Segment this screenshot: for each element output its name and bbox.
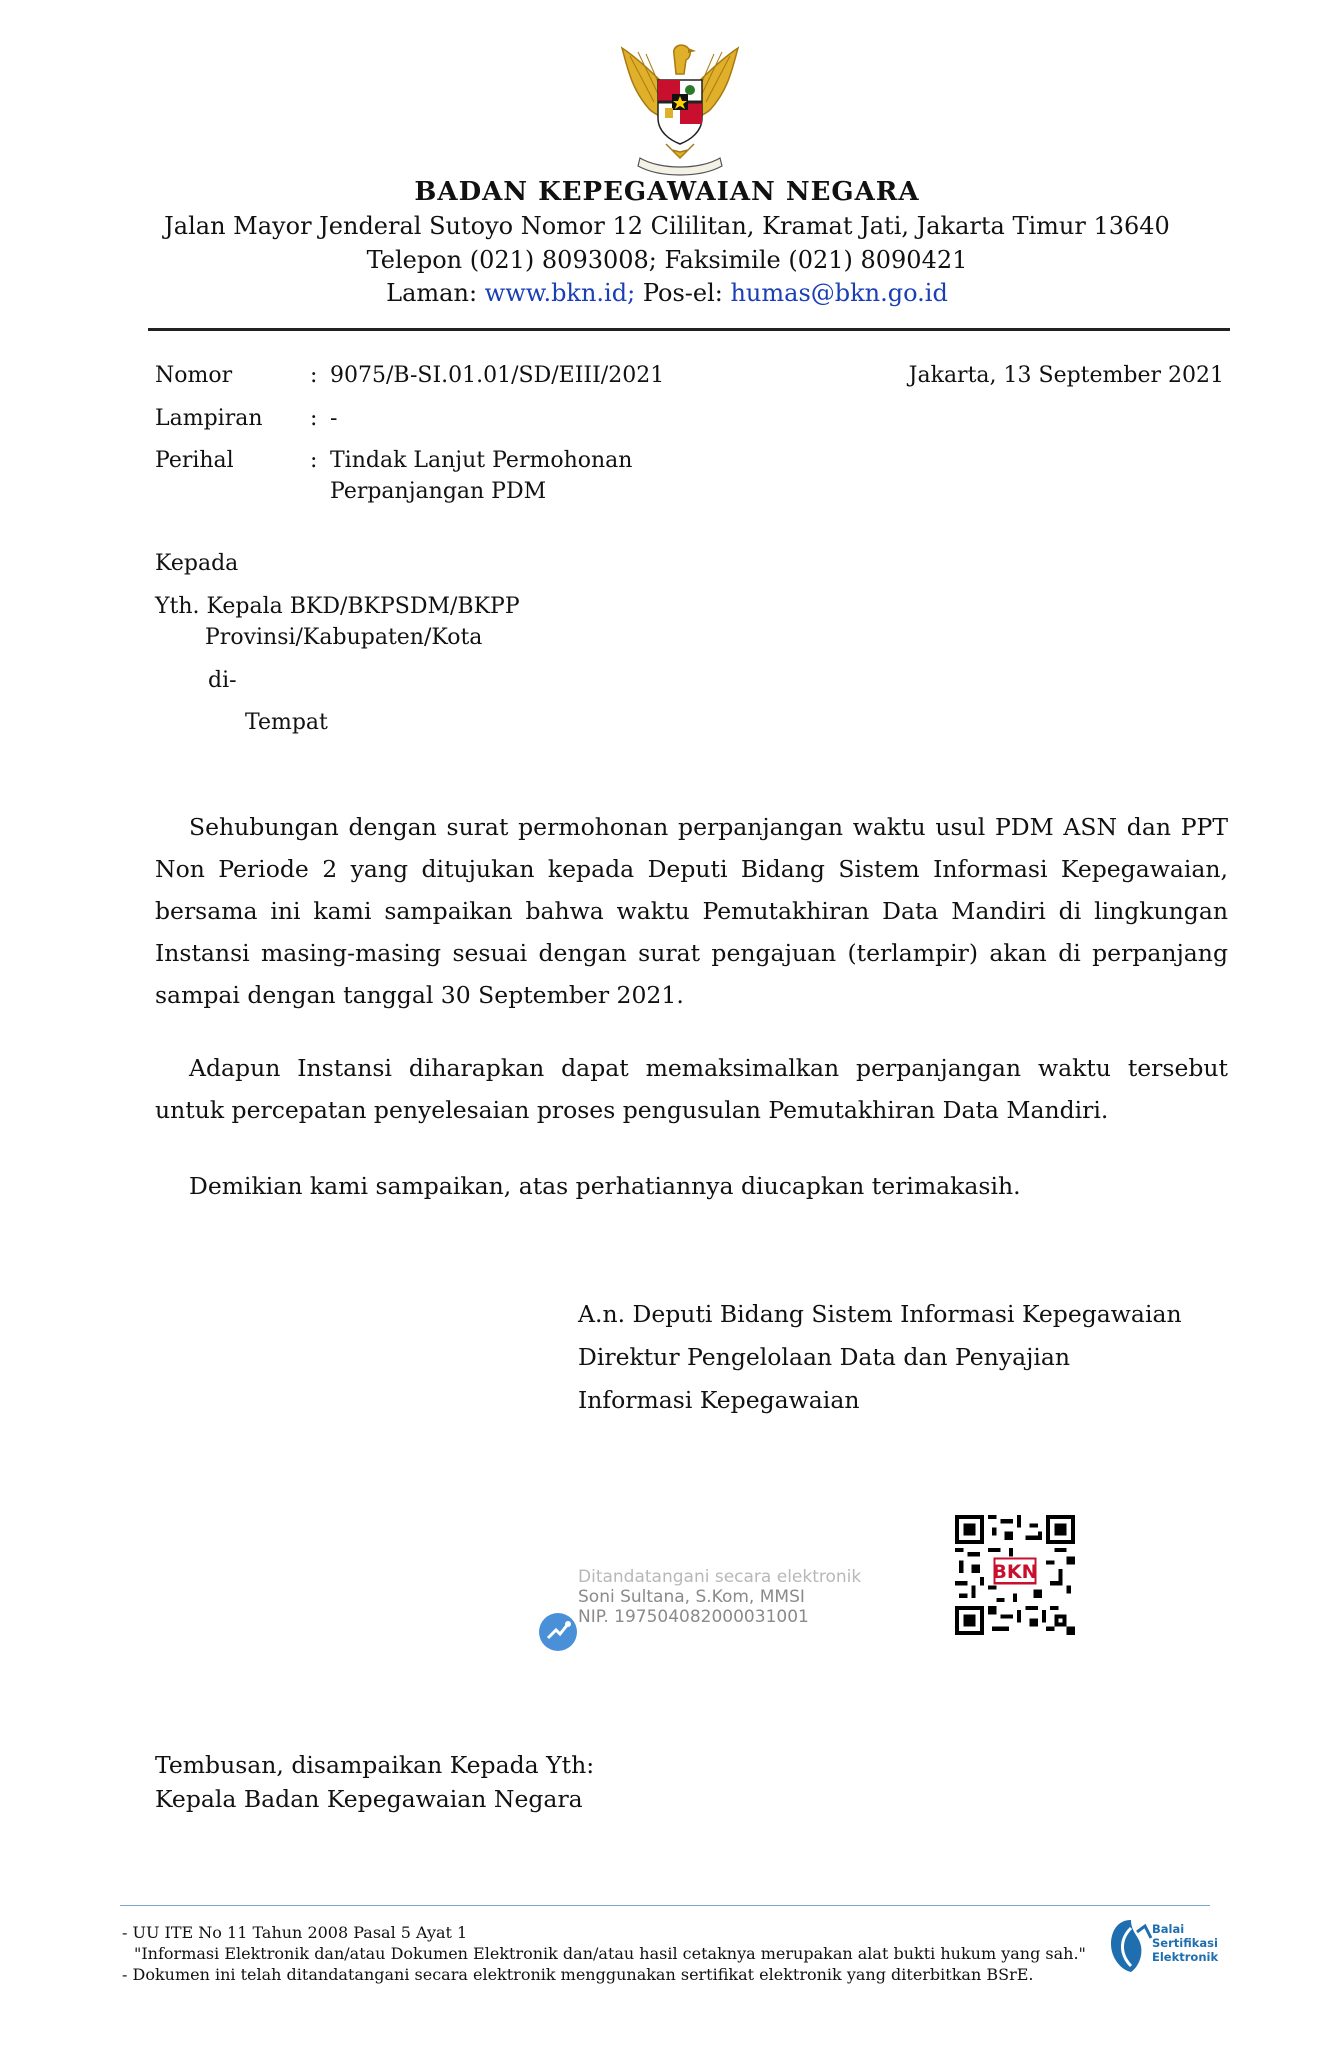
body-paragraph-2-text: Adapun Instansi diharapkan dapat memaksimalkan perpanjangan waktu tersebut untuk percepatan penyelesaian proses pengusulan Pemutakhiran Data Mandiri. [155, 1054, 1228, 1124]
signature-line-2: Direktur Pengelolaan Data dan Penyajian [578, 1343, 1071, 1371]
footer-divider [120, 1905, 1210, 1906]
cc-heading: Tembusan, disampaikan Kepada Yth: [155, 1751, 595, 1779]
website-link[interactable]: www.bkn.id; [484, 279, 636, 307]
organization-phone: Telepon (021) 8093008; Faksimile (021) 8090421 [366, 246, 968, 274]
qr-center-label: BKN [992, 1560, 1038, 1583]
subject-label: Perihal [155, 448, 234, 473]
recipient-line-3: di- [208, 668, 237, 693]
subject-line-2: Perpanjangan PDM [330, 479, 547, 504]
web-label: Laman: [386, 279, 485, 307]
recipient-line-2: Provinsi/Kabupaten/Kota [205, 625, 483, 650]
number-colon: : [310, 363, 318, 388]
number-label: Nomor [155, 363, 233, 388]
number-value: 9075/B-SI.01.01/SD/EIII/2021 [330, 363, 665, 388]
bsre-text-line-2: Sertifikasi [1152, 1936, 1218, 1950]
signature-line-3: Informasi Kepegawaian [578, 1386, 860, 1414]
qr-code-icon[interactable] [955, 1515, 1075, 1635]
cc-recipient: Kepala Badan Kepegawaian Negara [155, 1785, 583, 1813]
organization-address: Jalan Mayor Jenderal Sutoyo Nomor 12 Cililitan, Kramat Jati, Jakarta Timur 13640 [164, 212, 1170, 240]
body-paragraph-2 [155, 1047, 1228, 1131]
footer-quote: "Informasi Elektronik dan/atau Dokumen Elektronik dan/atau hasil cetaknya merupakan alat bukti hukum yang sah." [134, 1944, 1086, 1963]
organization-name: BADAN KEPEGAWAIAN NEGARA [414, 177, 920, 207]
body-paragraph-3 [155, 1165, 1228, 1207]
signer-nip: NIP. 197504082000031001 [578, 1607, 809, 1627]
email-label: Pos-el: [635, 279, 731, 307]
signer-name: Soni Sultana, S.Kom, MMSI [578, 1587, 805, 1607]
recipient-line-1: Yth. Kepala BKD/BKPSDM/BKPP [155, 594, 520, 619]
subject-colon: : [310, 448, 318, 473]
attachment-label: Lampiran [155, 406, 263, 431]
recipient-line-4: Tempat [245, 710, 328, 735]
recipient-to: Kepada [155, 551, 239, 576]
organization-contact [0, 277, 1334, 310]
footer-law: - UU ITE No 11 Tahun 2008 Pasal 5 Ayat 1 [122, 1923, 468, 1942]
body-paragraph-1 [155, 806, 1228, 1016]
signature-line-1: A.n. Deputi Bidang Sistem Informasi Kepegawaian [578, 1300, 1182, 1328]
attachment-value: - [330, 406, 338, 431]
email-link[interactable]: humas@bkn.go.id [730, 279, 948, 307]
bsre-logo-text [1152, 1922, 1218, 1964]
subject-line-1: Tindak Lanjut Permohonan [330, 448, 633, 473]
attachment-colon: : [310, 406, 318, 431]
bsre-text-line-3: Elektronik [1152, 1950, 1219, 1964]
esign-note: Ditandatangani secara elektronik [578, 1567, 862, 1587]
body-paragraph-1-text: Sehubungan dengan surat permohonan perpanjangan waktu usul PDM ASN dan PPT Non Periode 2 yang ditujukan kepada Deputi Bidang Sistem Informasi Kepegawaian, bersama ini kami sampaikan bahwa waktu Pemutakhiran Data Mandiri di lingkungan Instansi masing-masing sesuai dengan surat pengajuan (terlampir) akan di perpanjang sampai dengan tanggal 30 September 2021. [155, 813, 1228, 1009]
letterhead-divider [148, 328, 1230, 331]
body-paragraph-3-text: Demikian kami sampaikan, atas perhatiannya diucapkan terimakasih. [189, 1172, 1021, 1200]
bsre-seal-icon [538, 1612, 578, 1652]
letter-date: Jakarta, 13 September 2021 [908, 363, 1224, 388]
garuda-pancasila-emblem-icon [610, 40, 750, 180]
footer-esign-statement: - Dokumen ini telah ditandatangani secara elektronik menggunakan sertifikat elektronik yang diterbitkan BSrE. [122, 1965, 1034, 1984]
bsre-logo-icon [1107, 1918, 1155, 1974]
bsre-text-line-1: Balai [1152, 1922, 1185, 1936]
